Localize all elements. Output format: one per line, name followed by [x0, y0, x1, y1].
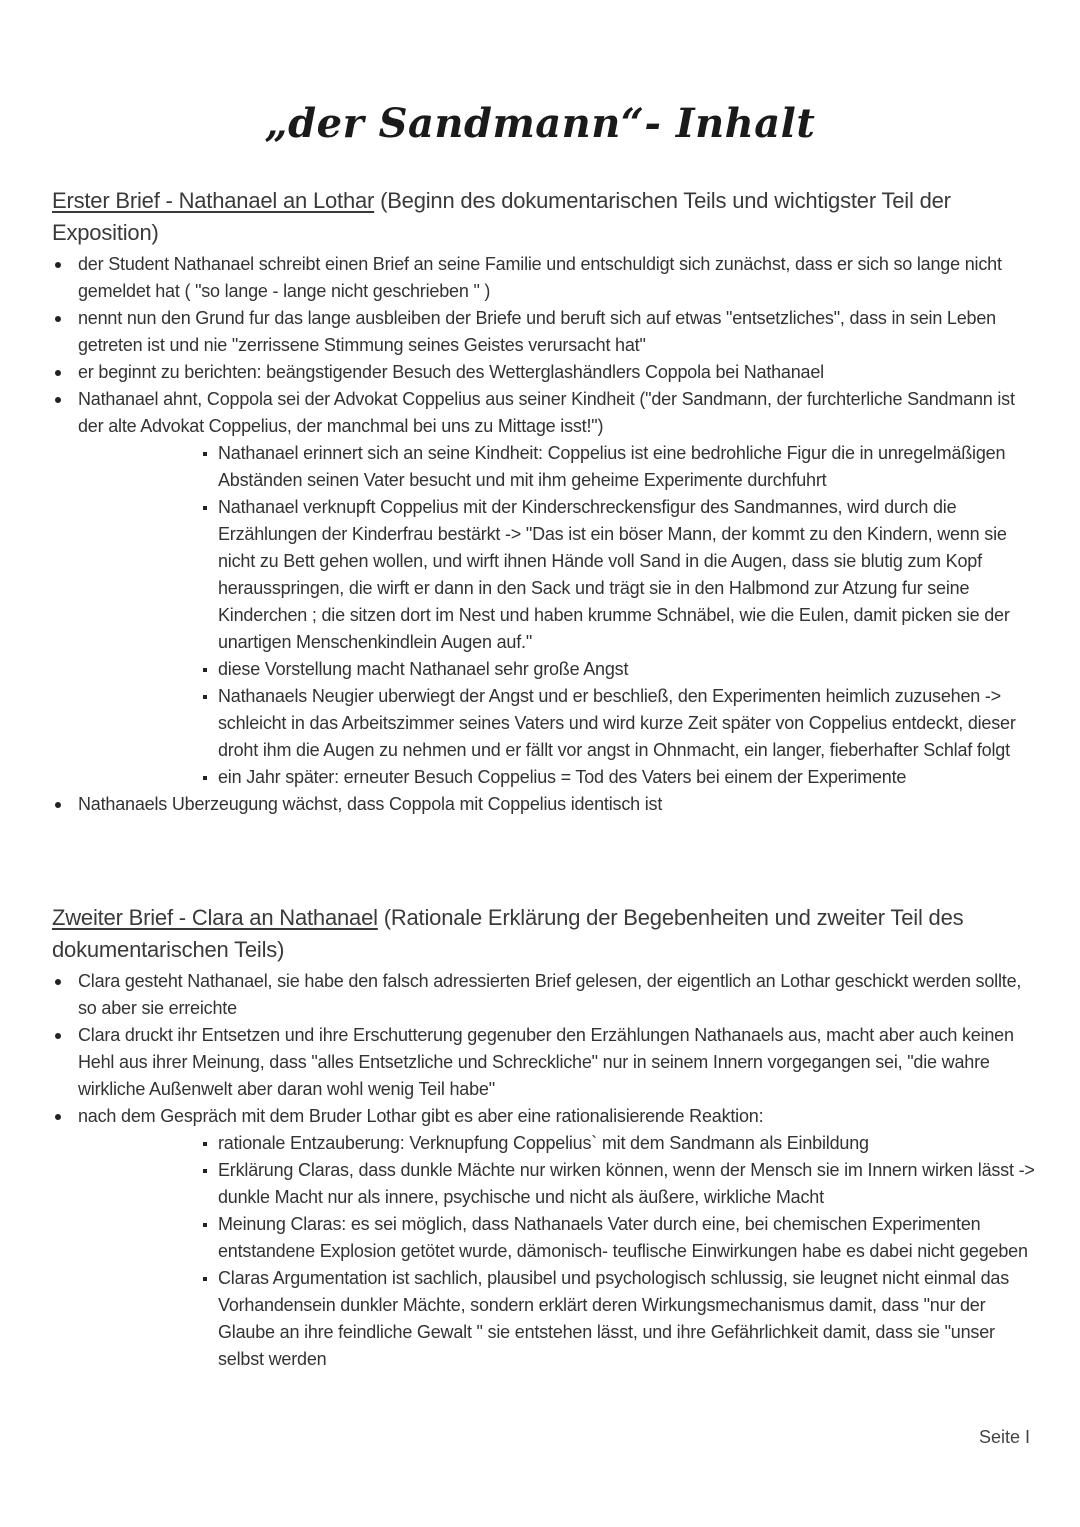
list-item: der Student Nathanael schreibt einen Brief an seine Familie und entschuldigt sich zunächst, dass er sich so lange nicht gemeldet hat ( "so lange - lange nicht geschrieben " ) — [52, 251, 1037, 305]
section-heading-title: Zweiter Brief - Clara an Nathanael — [52, 905, 378, 930]
sub-bullet-list — [52, 440, 1037, 791]
section-heading — [52, 902, 1037, 966]
sub-list-item: Nathanael erinnert sich an seine Kindheit: Coppelius ist eine bedrohliche Figur die in unregelmäßigen Abständen seinen Vater besucht und mit ihm geheime Experimente durchfuhrt — [202, 440, 1037, 494]
section-heading-note: (Rationale Erklärung der Begebenheiten und zweiter Teil des dokumentarischen Teils) — [52, 905, 964, 962]
section-heading — [52, 185, 1037, 249]
sub-list-item: Nathanael verknupft Coppelius mit der Kinderschreckensfigur des Sandmannes, wird durch die Erzählungen der Kinderfrau bestärkt -> "Das ist ein böser Mann, der kommt zu den Kindern, wenn sie nicht zu Bett gehen wollen, und wirft ihnen Hände voll Sand in die Augen, dass sie blutig zum Kopf herausspringen, die wirft er dann in den Sack und trägt sie in den Halbmond zur Atzung fur seine Kinderchen ; die sitzen dort im Nest und haben krumme Schnäbel, wie die Eulen, damit picken sie der unartigen Menschenkindlein Augen auf." — [202, 494, 1037, 656]
page-number: Seite I — [978, 1427, 1030, 1447]
bullet-list-closing — [52, 791, 1037, 818]
sub-list-item: diese Vorstellung macht Nathanael sehr große Angst — [202, 656, 1037, 683]
page-title: „der Sandmann“- Inhalt — [264, 100, 816, 147]
sub-list-item: Meinung Claras: es sei möglich, dass Nathanaels Vater durch eine, bei chemischen Experimenten entstandene Explosion getötet wurde, dämonisch- teuflische Einwirkungen habe es dabei nicht gegeben — [202, 1211, 1037, 1265]
list-item: Nathanaels Uberzeugung wächst, dass Coppola mit Coppelius identisch ist — [52, 791, 1037, 818]
sub-list-item: Erklärung Claras, dass dunkle Mächte nur wirken können, wenn der Mensch sie im Innern wirken lässt -> dunkle Macht nur als innere, psychische und nicht als äußere, wirkliche Macht — [202, 1157, 1037, 1211]
bullet-list — [52, 968, 1037, 1130]
list-item: er beginnt zu berichten: beängstigender Besuch des Wetterglashändlers Coppola bei Nathanael — [52, 359, 1037, 386]
section-second-letter — [52, 902, 1037, 1373]
sub-list-item: Nathanaels Neugier uberwiegt der Angst und er beschließ, den Experimenten heimlich zuzusehen -> schleicht in das Arbeitszimmer seines Vaters und wird kurze Zeit später von Coppelius entdeckt, dieser droht ihm die Augen zu nehmen und er fällt vor angst in Ohnmacht, ein langer, fieberhafter Schlaf folgt — [202, 683, 1037, 764]
sub-bullet-list — [52, 1130, 1037, 1373]
section-heading-note: (Beginn des dokumentarischen Teils und wichtigster Teil der Exposition) — [52, 188, 951, 245]
section-heading-title: Erster Brief - Nathanael an Lothar — [52, 188, 375, 213]
list-item: nennt nun den Grund fur das lange ausbleiben der Briefe und beruft sich auf etwas "entsetzliches", dass in sein Leben getreten ist und nie "zerrissene Stimmung seines Geistes verursacht hat" — [52, 305, 1037, 359]
list-item: Clara gesteht Nathanael, sie habe den falsch adressierten Brief gelesen, der eigentlich an Lothar geschickt werden sollte, so aber sie erreichte — [52, 968, 1037, 1022]
bullet-list — [52, 251, 1037, 440]
sub-list-item: ein Jahr später: erneuter Besuch Coppelius = Tod des Vaters bei einem der Experimente — [202, 764, 1037, 791]
sub-list-item: Claras Argumentation ist sachlich, plausibel und psychologisch schlussig, sie leugnet nicht einmal das Vorhandensein dunkler Mächte, sondern erklärt deren Wirkungsmechanismus damit, dass "nur der Glaube an ihre feindliche Gewalt " sie entstehen lässt, und ihre Gefährlichkeit damit, dass sie "unser selbst werden — [202, 1265, 1037, 1373]
list-item: nach dem Gespräch mit dem Bruder Lothar gibt es aber eine rationalisierende Reaktion: — [52, 1103, 1037, 1130]
list-item: Clara druckt ihr Entsetzen und ihre Erschutterung gegenuber den Erzählungen Nathanaels aus, macht aber auch keinen Hehl aus ihrer Meinung, dass "alles Entsetzliche und Schreckliche" nur in seinem Innern vorgegangen sei, "die wahre wirkliche Außenwelt aber daran wohl wenig Teil habe" — [52, 1022, 1037, 1103]
sub-list-item: rationale Entzauberung: Verknupfung Coppelius` mit dem Sandmann als Einbildung — [202, 1130, 1037, 1157]
section-first-letter — [52, 185, 1037, 818]
list-item: Nathanael ahnt, Coppola sei der Advokat Coppelius aus seiner Kindheit ("der Sandmann, der furchterliche Sandmann ist der alte Advokat Coppelius, der manchmal bei uns zu Mittage isst!") — [52, 386, 1037, 440]
